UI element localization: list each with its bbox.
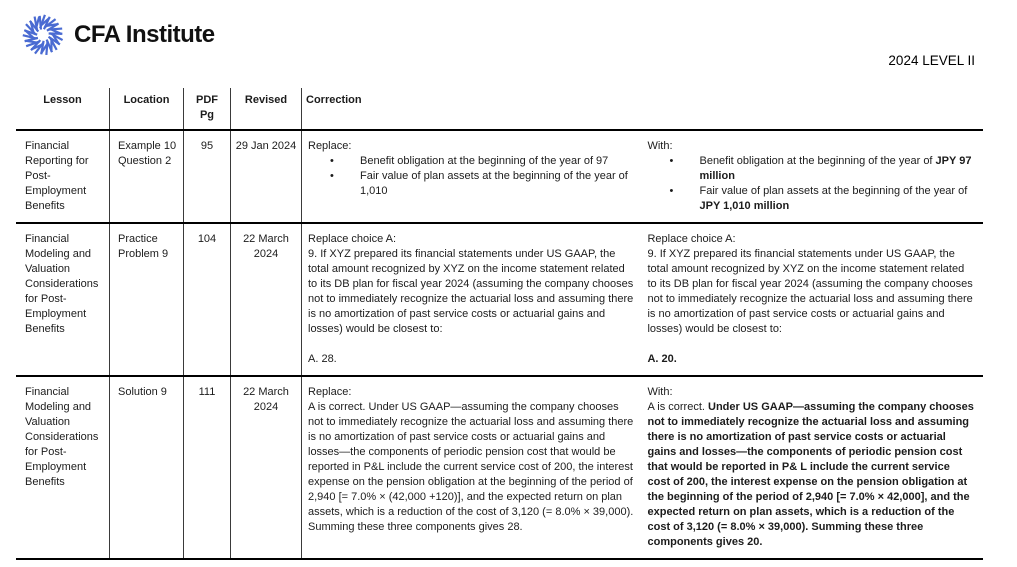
correction-text-bold: Under US GAAP—assuming the company chooses not to immediately recognize the actuarial loss and assuming there is no amortization of past service costs or actuarial gains and losses—the components of periodic pension cost that would be reported in P& L include the current service cost of 200, the interest expense on the pension obligation at the beginning of the period of 2,940 [= 7.0% × 42,000], and the expected return on plan assets, which is a reduction of the cost of 3,120 (= 8.0% × 39,000). Summing these three components gives 20. xyxy=(647,401,974,548)
correction-text: A is correct. Under US GAAP—assuming the company chooses not to immediately recognize the actuarial loss and assuming there is no amortization of past service costs or actuarial gains and losses—the components of periodic pension cost that would be reported in P&L include the current service cost of 200, the interest expense on the pension obligation at the beginning of the period of 2,940 [= 7.0% × (42,000 +120)], and the expected return on plan assets, which is a reduction of the cost of 3,120 (= 8.0% × 39,000). Summing these three components gives 28. xyxy=(308,401,634,533)
bullet-item xyxy=(308,169,633,199)
column-header-correction: Correction xyxy=(306,94,362,106)
correction-with xyxy=(647,139,975,214)
correction-replace xyxy=(308,232,633,367)
lesson-cell: Financial Reporting for Post-Employment Benefits xyxy=(16,131,110,222)
table-row xyxy=(16,377,983,560)
column-header-pdf-pg: PDF Pg xyxy=(184,88,231,129)
correction-text: 9. If XYZ prepared its financial statements under US GAAP, the total amount recognized by XYZ on the income statement related to its DB plan for fiscal year 2024 (assuming the company chooses not to immediately recognize the actuarial loss and assuming there is no amortization of past service costs or actuarial gains and losses) would be closest to: xyxy=(308,248,634,335)
correction-text-bold: A. 20. xyxy=(647,353,677,365)
pdf-pg-cell: 95 xyxy=(184,131,231,222)
correction-text: Benefit obligation at the beginning of the year of 97 xyxy=(360,155,609,167)
bullet-icon: • xyxy=(330,170,334,182)
correction-cell xyxy=(302,377,983,558)
correction-cell xyxy=(302,131,983,222)
correction-text: A. 28. xyxy=(308,353,337,365)
location-cell: Solution 9 xyxy=(110,377,184,558)
correction-text: 9. If XYZ prepared its financial statements under US GAAP, the total amount recognized by XYZ on the income statement related to its DB plan for fiscal year 2024 (assuming the company chooses not to immediately recognize the actuarial loss and assuming there is no amortization of past service costs or actuarial gains and losses) would be closest to: xyxy=(647,248,973,335)
correction-text: Replace: xyxy=(308,386,352,398)
correction-paragraph xyxy=(308,247,633,337)
bullet-item xyxy=(647,154,975,184)
errata-table xyxy=(16,88,983,560)
column-header-lesson: Lesson xyxy=(16,88,110,129)
correction-text: With: xyxy=(647,140,673,152)
level-label: 2024 LEVEL II xyxy=(888,53,975,68)
table-header-row xyxy=(16,88,983,131)
column-header-revised: Revised xyxy=(231,88,302,129)
correction-text: A is correct. xyxy=(647,401,709,413)
correction-text: Replace choice A: xyxy=(647,233,736,245)
correction-with xyxy=(647,232,975,367)
correction-replace xyxy=(308,139,633,199)
correction-paragraph xyxy=(308,385,633,400)
brand-title: CFA Institute xyxy=(74,21,215,48)
location-cell: Example 10 Question 2 xyxy=(110,131,184,222)
correction-paragraph xyxy=(647,139,975,154)
lesson-cell: Financial Modeling and Valuation Considerations for Post-Employment Benefits xyxy=(16,224,110,375)
revised-cell: 29 Jan 2024 xyxy=(231,131,302,222)
bullet-icon: • xyxy=(669,185,674,197)
pdf-pg-cell: 104 xyxy=(184,224,231,375)
pdf-pg-cell: 111 xyxy=(184,377,231,558)
revised-cell: 22 March 2024 xyxy=(231,224,302,375)
bullet-icon: • xyxy=(330,155,334,167)
correction-text-bold: JPY 1,010 million xyxy=(699,200,790,212)
correction-cell xyxy=(302,224,983,375)
correction-paragraph xyxy=(308,352,633,367)
table-row xyxy=(16,131,983,224)
bullet-item xyxy=(647,184,975,214)
correction-paragraph xyxy=(647,247,975,337)
correction-replace xyxy=(308,385,633,535)
bullet-list xyxy=(308,154,633,199)
bullet-icon: • xyxy=(669,155,674,167)
correction-text: Benefit obligation at the beginning of the year of xyxy=(699,155,936,167)
table-body xyxy=(16,131,983,560)
correction-paragraph xyxy=(308,400,633,535)
bullet-list xyxy=(647,154,975,214)
correction-with xyxy=(647,385,975,550)
bullet-item xyxy=(308,154,633,169)
brand-header xyxy=(20,12,215,58)
correction-text-bold: JPY 97 million xyxy=(699,155,972,182)
correction-text: Fair value of plan assets at the beginning of the year of 1,010 xyxy=(360,170,628,197)
location-cell: Practice Problem 9 xyxy=(110,224,184,375)
correction-paragraph xyxy=(647,385,975,400)
correction-paragraph xyxy=(308,232,633,247)
correction-text: Replace: xyxy=(308,140,352,152)
correction-text: With: xyxy=(647,386,673,398)
correction-paragraph xyxy=(308,139,633,154)
correction-paragraph xyxy=(647,352,975,367)
column-header-location: Location xyxy=(110,88,184,129)
revised-cell: 22 March 2024 xyxy=(231,377,302,558)
correction-paragraph xyxy=(647,232,975,247)
table-row xyxy=(16,224,983,377)
cfa-institute-logo-icon xyxy=(20,12,66,58)
correction-text: Replace choice A: xyxy=(308,233,397,245)
correction-paragraph xyxy=(647,400,975,550)
correction-text: Fair value of plan assets at the beginning of the year of xyxy=(699,185,968,197)
lesson-cell: Financial Modeling and Valuation Considerations for Post-Employment Benefits xyxy=(16,377,110,558)
